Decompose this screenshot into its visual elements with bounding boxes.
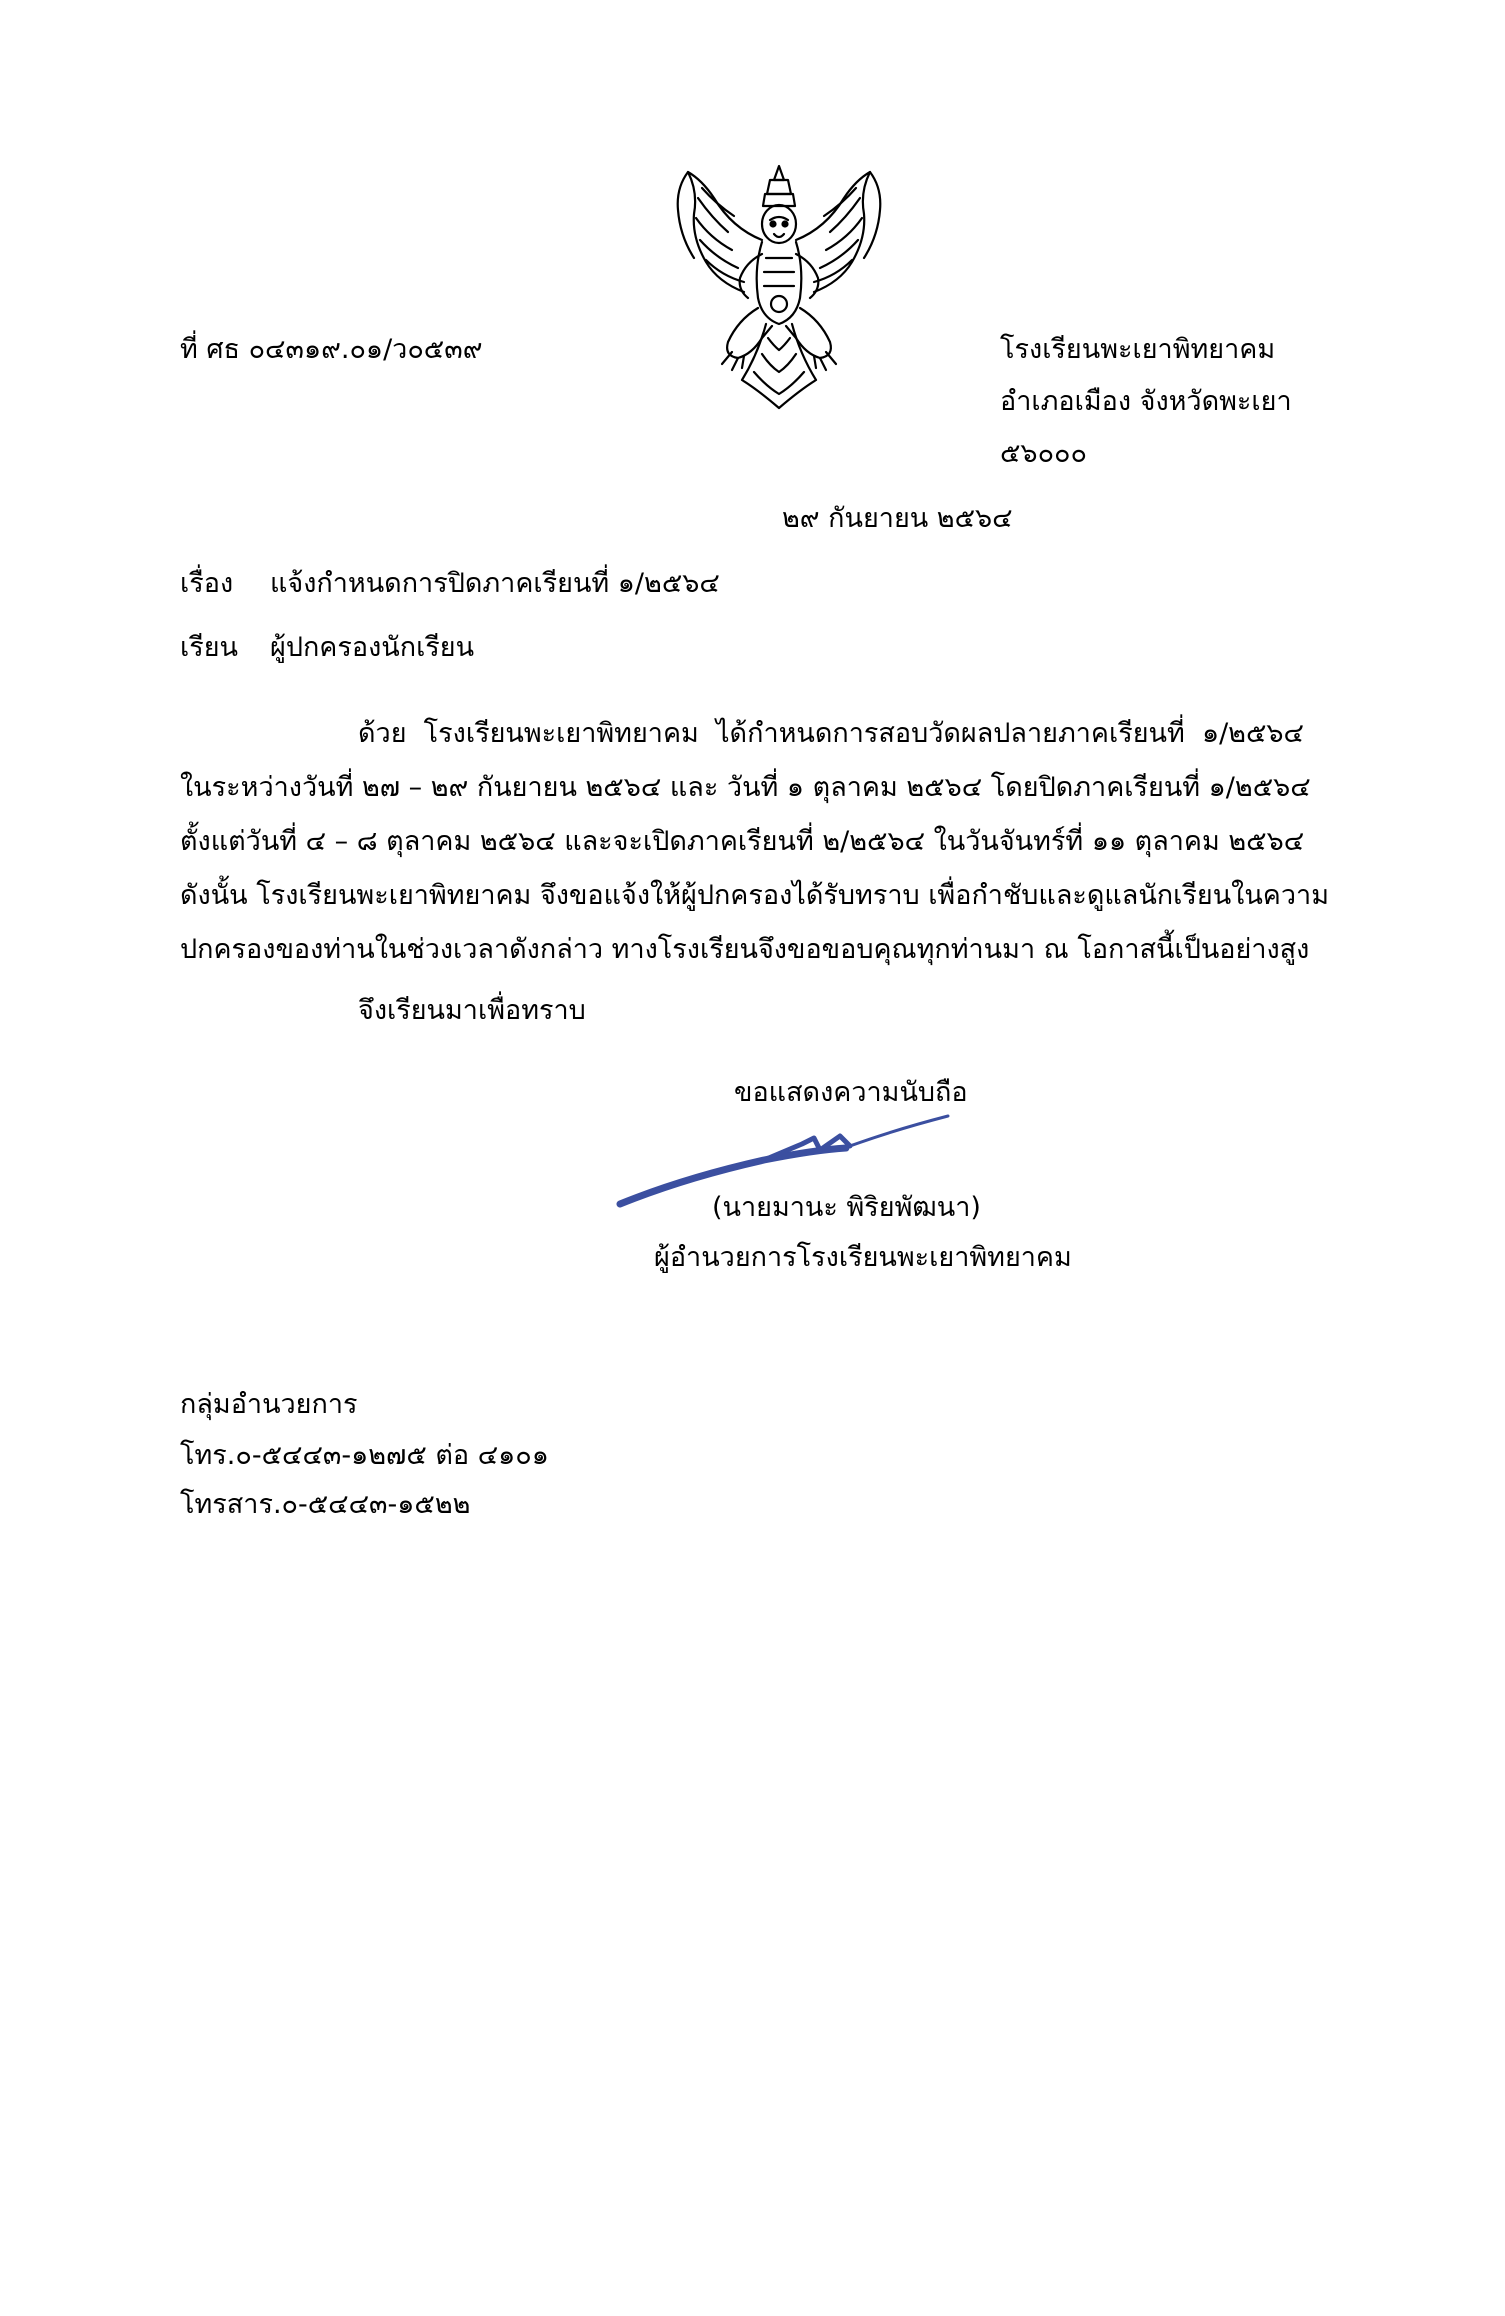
body-line: ปกครองของท่านในช่วงเวลาดังกล่าว ทางโรงเรียนจึงขอขอบคุณทุกท่านมา ณ โอกาสนี้เป็นอย่างสูง — [180, 934, 1310, 965]
document-number: ที่ ศธ ๐๔๓๑๙.๐๑/ว๐๕๓๙ — [180, 334, 483, 365]
document-date: ๒๙ กันยายน ๒๕๖๔ — [782, 503, 1013, 534]
organization-postcode: ๕๖๐๐๐ — [1000, 438, 1088, 469]
recipient-text: ผู้ปกครองนักเรียน — [270, 632, 475, 663]
body-line: ดังนั้น โรงเรียนพะเยาพิทยาคม จึงขอแจ้งให้ผู้ปกครองได้รับทราบ เพื่อกำชับและดูแลนักเรียนในความ — [180, 880, 1329, 911]
phone-number: โทร.๐-๕๔๔๓-๑๒๗๕ ต่อ ๔๑๐๑ — [180, 1440, 549, 1471]
regards-text: ขอแสดงความนับถือ — [734, 1077, 968, 1108]
body-line: ในระหว่างวันที่ ๒๗ – ๒๙ กันยายน ๒๕๖๔ และ วันที่ ๑ ตุลาคม ๒๕๖๔ โดยปิดภาคเรียนที่ ๑/๒๕๖๔ — [180, 772, 1311, 803]
organization-name: โรงเรียนพะเยาพิทยาคม — [1000, 334, 1276, 365]
organization-address: อำเภอเมือง จังหวัดพะเยา — [1000, 386, 1292, 417]
subject-text: แจ้งกำหนดการปิดภาคเรียนที่ ๑/๒๕๖๔ — [270, 568, 720, 599]
body-line: ด้วย โรงเรียนพะเยาพิทยาคม ได้กำหนดการสอบวัดผลปลายภาคเรียนที่ ๑/๒๕๖๔ — [358, 718, 1304, 749]
department-name: กลุ่มอำนวยการ — [180, 1389, 358, 1420]
signer-name: (นายมานะ พิริยพัฒนา) — [712, 1192, 981, 1223]
garuda-emblem — [662, 158, 896, 418]
body-paragraph — [180, 707, 1329, 977]
fax-number: โทรสาร.๐-๕๔๔๓-๑๕๒๒ — [180, 1489, 471, 1520]
body-line: ตั้งแต่วันที่ ๔ – ๘ ตุลาคม ๒๕๖๔ และจะเปิดภาคเรียนที่ ๒/๒๕๖๔ ในวันจันทร์ที่ ๑๑ ตุลาคม ๒๕๖๔ — [180, 826, 1305, 857]
subject-label: เรื่อง — [180, 568, 234, 599]
signer-title: ผู้อำนวยการโรงเรียนพะเยาพิทยาคม — [654, 1242, 1072, 1273]
closing-sentence: จึงเรียนมาเพื่อทราบ — [358, 995, 586, 1026]
recipient-label: เรียน — [180, 632, 239, 663]
